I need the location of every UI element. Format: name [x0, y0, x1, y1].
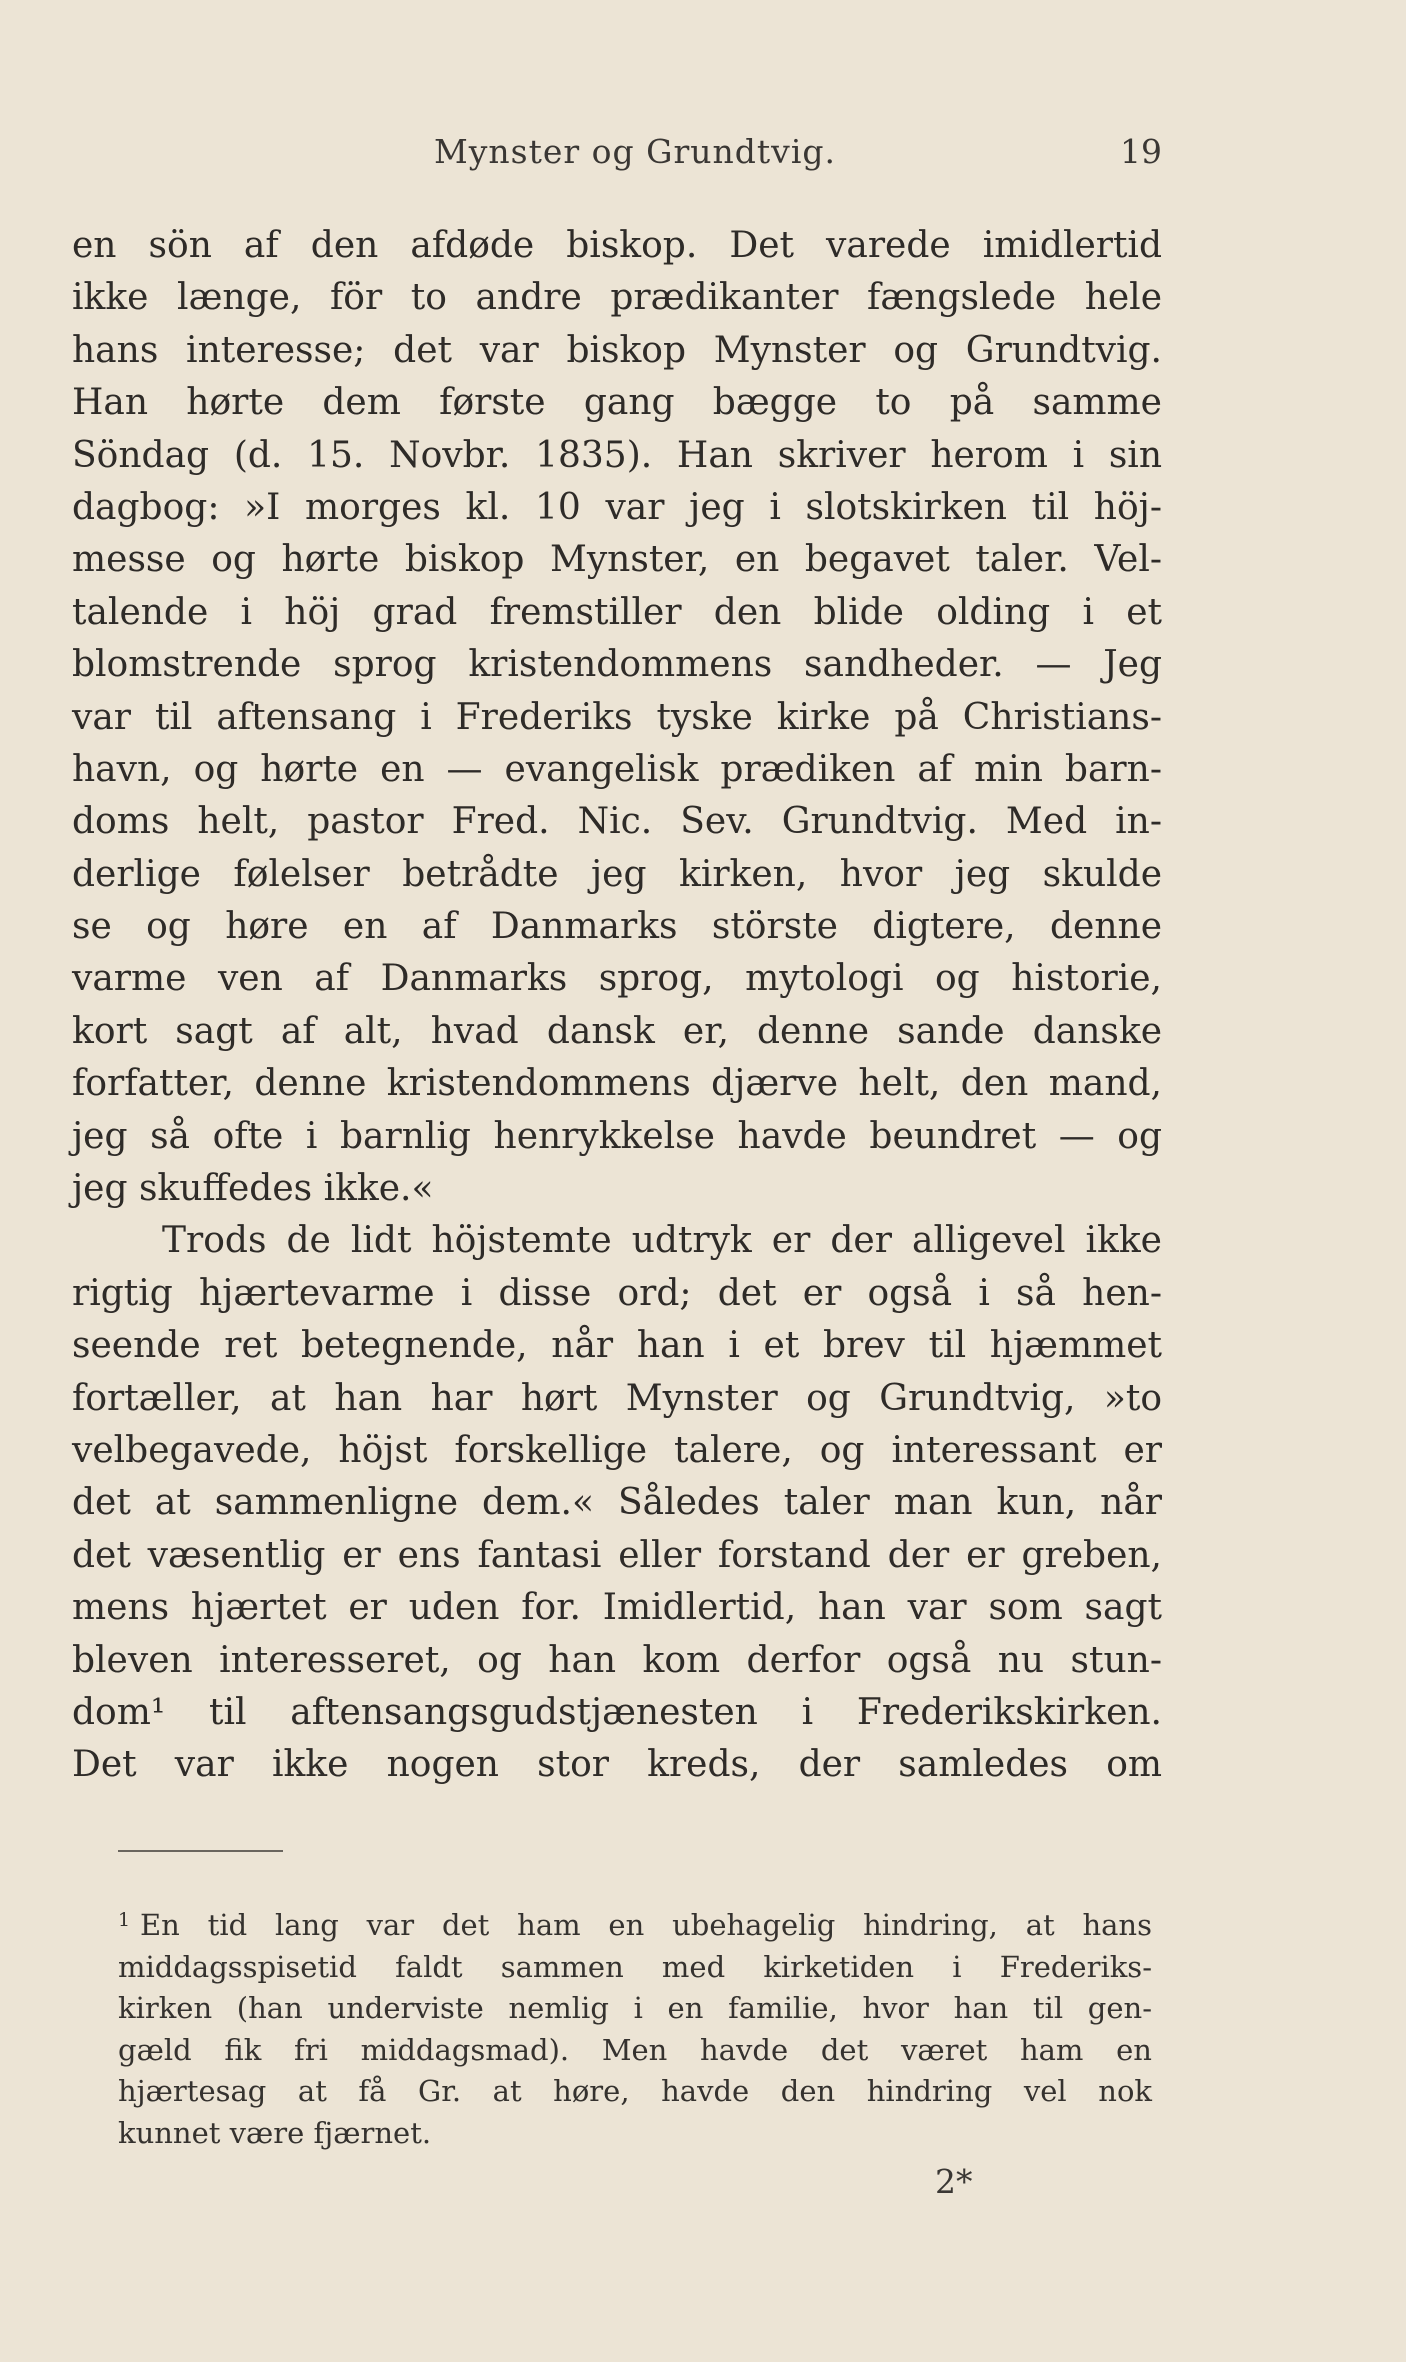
text-line: doms helt, pastor Fred. Nic. Sev. Grundtvig. Med in-	[72, 801, 1162, 843]
text-line: fortæller, at han har hørt Mynster og Grundtvig, »to	[72, 1377, 1162, 1419]
text-line: en sön af den afdøde biskop. Det varede imidlertid	[72, 225, 1162, 266]
text-line: messe og hørte biskop Mynster, en begavet taler. Vel-	[72, 539, 1162, 581]
text-line: hans interesse; det var biskop Mynster og Grundtvig.	[72, 329, 1162, 371]
text-line: Söndag (d. 15. Novbr. 1835). Han skriver herom i sin	[72, 434, 1162, 476]
text-line: Det var ikke nogen stor kreds, der samledes om	[72, 1744, 1162, 1786]
text-line: jeg så ofte i barnlig henrykkelse havde beundret — og	[72, 1115, 1162, 1157]
footnote	[118, 1905, 1152, 2154]
text-line: ikke længe, för to andre prædikanter fængslede hele	[72, 277, 1162, 319]
text-line: havn, og hørte en — evangelisk prædiken af min barn-	[72, 748, 1162, 790]
text-line: bleven interesseret, og han kom derfor også nu stun-	[72, 1639, 1162, 1681]
running-title: Mynster og Grundtvig.	[434, 132, 836, 171]
text-line: jeg skuffedes ikke.«	[72, 1168, 434, 1210]
text-line: seende ret betegnende, når han i et brev til hjæmmet	[72, 1325, 1162, 1367]
footnote-rule	[118, 1850, 283, 1852]
body-text	[72, 220, 1162, 1792]
text-line: blomstrende sprog kristendommens sandheder. — Jeg	[72, 644, 1162, 686]
text-line: dom¹ til aftensangsgudstjænesten i Frederikskirken.	[72, 1691, 1162, 1733]
text-line: det væsentlig er ens fantasi eller forstand der er greben,	[72, 1534, 1162, 1576]
footnote-line: middagsspisetid faldt sammen med kirketiden i Frederiks-	[118, 1949, 1152, 1984]
text-line: rigtig hjærtevarme i disse ord; det er også i så hen-	[72, 1272, 1162, 1314]
page-number: 19	[1120, 132, 1162, 171]
text-line: var til aftensang i Frederiks tyske kirke på Christians-	[72, 696, 1162, 738]
text-line: mens hjærtet er uden for. Imidlertid, han var som sagt	[72, 1587, 1162, 1629]
signature-mark: 2*	[935, 2162, 973, 2201]
text-line: det at sammenligne dem.« Således taler man kun, når	[72, 1482, 1162, 1524]
text-line: talende i höj grad fremstiller den blide olding i et	[72, 591, 1162, 633]
text-line: derlige følelser betrådte jeg kirken, hvor jeg skulde	[72, 853, 1162, 895]
footnote-line: gæld fik fri middagsmad). Men havde det været ham en	[118, 2032, 1152, 2067]
text-line: dagbog: »I morges kl. 10 var jeg i slotskirken til höj-	[72, 486, 1162, 528]
footnote-line: kunnet være fjærnet.	[118, 2115, 432, 2150]
text-line: kort sagt af alt, hvad dansk er, denne sande danske	[72, 1010, 1162, 1052]
text-line: se og høre en af Danmarks störste digtere, denne	[72, 906, 1162, 948]
text-line: Han hørte dem første gang bægge to på samme	[72, 382, 1162, 424]
text-line: forfatter, denne kristendommens djærve helt, den mand,	[72, 1063, 1162, 1105]
footnote-line: hjærtesag at få Gr. at høre, havde den hindring vel nok	[118, 2074, 1152, 2108]
footnote-line: En tid lang var det ham en ubehagelig hindring, at hans	[140, 1908, 1152, 1942]
text-line: Trods de lidt höjstemte udtryk er der alligevel ikke	[162, 1220, 1162, 1262]
running-head	[72, 132, 1162, 192]
footnote-line: kirken (han underviste nemlig i en familie, hvor han til gen-	[118, 1991, 1152, 2025]
text-line: velbegavede, höjst forskellige talere, og interessant er	[72, 1429, 1162, 1471]
footnote-marker: 1	[118, 1909, 131, 1931]
text-line: varme ven af Danmarks sprog, mytologi og historie,	[72, 958, 1162, 1000]
